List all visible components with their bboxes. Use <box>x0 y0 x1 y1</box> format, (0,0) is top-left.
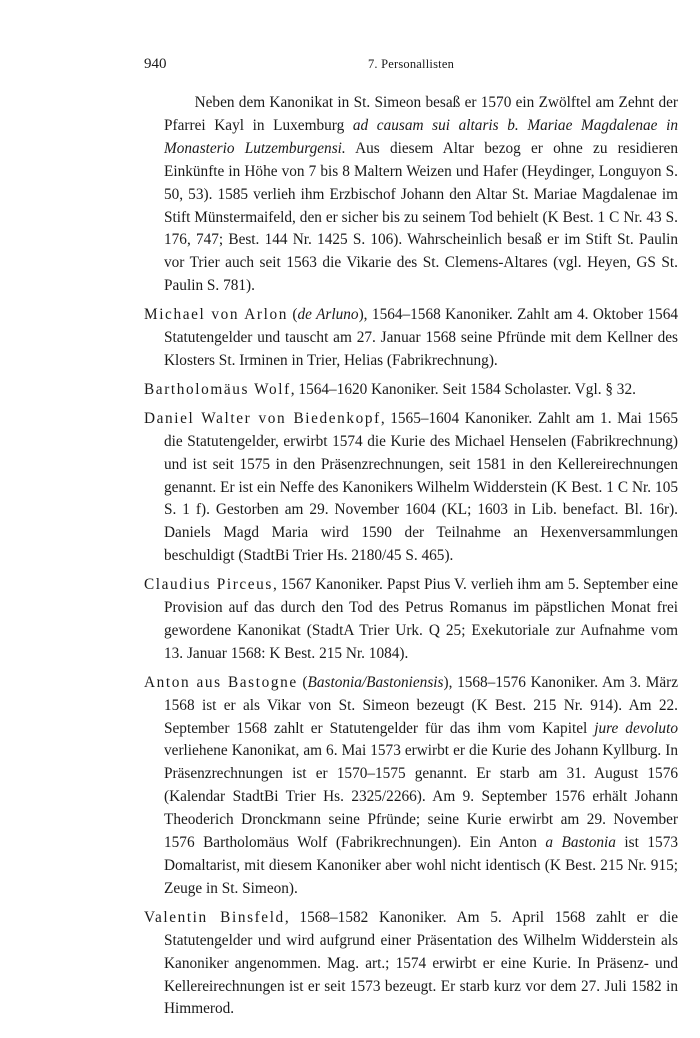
biography-entry <box>144 304 678 373</box>
person-name: Anton aus Bastogne <box>144 673 298 691</box>
italic-fragment: a Bastonia <box>545 834 616 852</box>
person-name: Daniel Walter von Biedenkopf <box>144 409 381 427</box>
person-name: Valentin Binsfeld <box>144 908 285 926</box>
page-number: 940 <box>144 56 167 72</box>
text-fragment: ( <box>287 306 298 324</box>
italic-fragment: de Arluno <box>297 306 359 324</box>
running-head: 7. Personallisten <box>367 57 455 71</box>
biography-entry <box>144 672 678 901</box>
person-name: Michael von Arlon <box>144 306 288 324</box>
text-fragment: , 1564–1620 Kanoniker. Seit 1584 Scholaster. Vgl. § 32. <box>290 380 636 398</box>
italic-fragment: Bastonia/Bastoniensis <box>307 673 444 691</box>
italic-fragment: ad causam sui altaris b. Mariae Magdalenae in Monasterio Lutzemburgensi. <box>164 116 678 157</box>
biography-entry <box>144 574 678 666</box>
person-name: Bartholomäus Wolf <box>144 380 291 398</box>
continuation-paragraph <box>144 92 678 298</box>
biography-entry <box>144 379 678 402</box>
biography-entry <box>144 907 678 1022</box>
text-fragment: Neben dem Kanonikat in St. Simeon besaß er 1570 ein Zwölftel am Zehnt der Pfarrei Kayl in Luxemburg <box>164 94 678 134</box>
body-text <box>144 92 678 1021</box>
text-fragment: , 1568–1582 Kanoniker. Am 5. April 1568 zahlt er die Statutengelder und wird aufgrund einer Präsentation des Wilhelm Widderstein als Kanoniker angenommen. Mag. art.; 1574 erwirbt er eine Kurie. In Präsenz- und Kellereirechnungen ist er seit 1573 bezeugt. Er starb kurz vor dem 27. Juli 1582 in Himmerod. <box>164 908 678 1018</box>
text-fragment: ), 1568–1576 Kanoniker. Am 3. März 1568 ist er als Vikar von St. Simeon bezeugt (K Best. 215 Nr. 914). Am 22. September 1568 zahlt er Statutengelder für das ihm vom Kapitel <box>164 673 678 737</box>
person-name: Claudius Pirceus <box>144 576 273 594</box>
italic-fragment: jure devoluto <box>594 719 678 737</box>
text-fragment: ist 1573 Domaltarist, mit diesem Kanoniker aber wohl nicht identisch (K Best. 215 Nr. 915; Zeuge in St. Simeon). <box>164 834 678 897</box>
text-fragment: , 1565–1604 Kanoniker. Zahlt am 1. Mai 1565 die Statutengelder, erwirbt 1574 die Kurie des Michael Henselen (Fabrikrechnung) und ist seit 1575 in den Präsenzrechnungen, seit 1581 in den Kellereirechnungen genannt. Er ist ein Neffe des Kanonikers Wilhelm Widderstein (K Best. 1 C Nr. 105 S. 1 f). Gestorben am 29. November 1604 (KL; 1603 in Lib. benefact. Bl. 16r). Daniels Magd Maria wird 1590 der Teilnahme an Hexenversammlungen beschuldigt (StadtBi Trier Hs. 2180/45 S. 465). <box>164 409 678 565</box>
text-fragment: verliehene Kanonikat, am 6. Mai 1573 erwirbt er die Kurie des Johann Kyllburg. In Präsenzrechnungen ist er 1570–1575 genannt. Er starb am 31. August 1576 (Kalendar StadtBi Trier Hs. 2325/2266). Am 9. September 1576 erhält Johann Theoderich Dronckmann seine Pfründe; seine Kurie erwirbt am 29. November 1576 Bartholomäus Wolf (Fabrikrechnungen). Ein Anton <box>164 742 678 852</box>
page-header <box>144 56 678 76</box>
text-fragment: Aus diesem Altar bezog er ohne zu residieren Einkünfte in Höhe von 7 bis 8 Maltern Weizen und Hafer (Heydinger, Longuyon S. 50, 53). 1585 verlieh ihm Erzbischof Johann den Altar St. Mariae Magdalenae im Stift Münstermaifeld, den er sicher bis zu seinem Tod behielt (K Best. 1 C Nr. 43 S. 176, 747; Best. 144 Nr. 1425 S. 106). Wahrscheinlich besaß er im Stift St. Paulin vor Trier auch seit 1563 die Vikarie des St. Clemens-Altares (vgl. Heyen, GS St. Paulin S. 781). <box>164 139 678 295</box>
text-fragment: , 1567 Kanoniker. Papst Pius V. verlieh ihm am 5. September eine Provision auf das durch den Tod des Petrus Romanus im päpstlichen Monat frei gewordene Kanonikat (StadtA Trier Urk. Q 25; Exekutoriale zur Aufnahme vom 13. Januar 1568: K Best. 215 Nr. 1084). <box>164 576 678 662</box>
text-fragment: ), 1564–1568 Kanoniker. Zahlt am 4. Oktober 1564 Statutengelder und tauscht am 27. Januar 1568 seine Pfründe mit dem Kellner des Klosters St. Irminen in Trier, Helias (Fabrikrechnung). <box>164 306 679 369</box>
biography-entry <box>144 408 678 568</box>
text-fragment: ( <box>297 673 308 691</box>
